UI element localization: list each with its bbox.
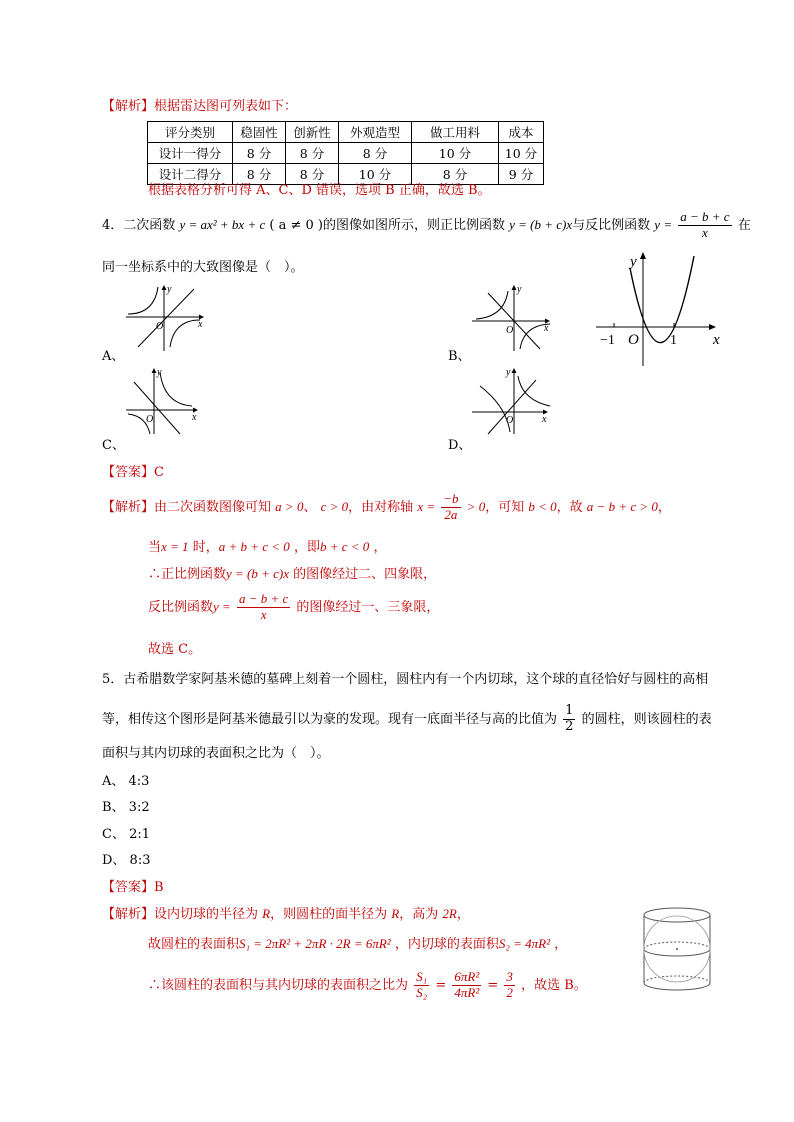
svg-text:−1: −1 <box>600 333 615 348</box>
option-d-label: D、 <box>448 438 472 453</box>
q5-option-d: D、 8:3 <box>102 853 151 868</box>
svg-text:O: O <box>146 414 154 425</box>
svg-text:y: y <box>167 284 172 295</box>
svg-text:x: x <box>713 332 720 348</box>
svg-text:O: O <box>628 332 639 348</box>
q5-solution-line2: 故圆柱的表面积S₁ = 2πR² + 2πR · 2R = 6πR² ，内切球的表面积S₂ = 4πR² ， <box>148 936 568 952</box>
q3-conclusion: 根据表格分析可得 A、C、D 错误，选项 B 正确，故选 B。 <box>148 183 491 198</box>
option-c-graph <box>124 366 208 436</box>
q5-solution-line3: ∴该圆柱的表面积与其内切球的表面积之比为 $\frac{\text{S₁}}{\text{S₂}}$ = $\frac{\text{6πR²}}{\text{4πR²}}$ = $\frac{3}{2}$ ，故选 B。 <box>148 969 587 1000</box>
cylinder-sphere-figure <box>638 904 716 996</box>
q4-solution-line3: ∴正比例函数y = (b + c)x 的图像经过二、四象限， <box>148 566 437 582</box>
svg-text:O: O <box>156 321 164 332</box>
option-b-graph <box>470 283 554 353</box>
q4-solution-line2: 当x = 1 时，a + b + c < 0 ，即b + c < 0 ， <box>148 539 387 555</box>
svg-text:O: O <box>506 325 514 336</box>
table-row: 设计一得分 8 分 8 分 8 分 10 分 10 分 <box>148 143 544 164</box>
q5-option-a: A、 4:3 <box>102 774 150 789</box>
q5-stem-line2: 等，相传这个图形是阿基米德最引以为豪的发现。现有一底面半径与高的比值为 $\frac{1}{2}$ 的圆柱，则该圆柱的表 <box>102 703 712 734</box>
svg-text:x: x <box>542 414 547 425</box>
option-a-label: A、 <box>102 349 125 364</box>
q5-option-b: B、 3:2 <box>102 800 150 815</box>
table-row: 设计二得分 8 分 8 分 10 分 8 分 9 分 <box>148 164 544 185</box>
table-header-row: 评分类别 稳固性 创新性 外观造型 做工用料 成本 <box>148 122 544 143</box>
option-d-graph <box>470 366 554 436</box>
q4-solution-line5: 故选 C。 <box>148 642 202 657</box>
q4-answer: 【答案】C <box>102 465 164 480</box>
q4-stem-line1: 4．二次函数 y = ax² + bx + c ( a ≠ 0 )的图像如图所示，则正比例函数 y = (b + c)x与反比例函数 y = $\frac{a - b + c}{x}$ 在 <box>102 209 751 240</box>
option-a-graph <box>124 283 208 353</box>
svg-text:y: y <box>506 367 511 378</box>
option-c-label: C、 <box>102 438 125 453</box>
svg-text:x: x <box>192 412 197 423</box>
svg-text:y: y <box>157 367 162 378</box>
svg-text:x: x <box>544 323 549 334</box>
inverse-fraction: $\frac{a - b + c}{x}$ <box>680 209 730 240</box>
score-table <box>147 121 544 185</box>
option-b-label: B、 <box>448 349 471 364</box>
svg-text:x: x <box>198 319 203 330</box>
svg-text:y: y <box>517 284 522 295</box>
q4-stem-line2: 同一坐标系中的大致图像是（ ）。 <box>102 260 304 275</box>
q4-solution-line1: 【解析】由二次函数图像可知 a > 0、 c > 0，由对称轴 x = $\frac{-b}{2a}$ > 0，可知 b < 0，故 a − b + c > 0， <box>102 491 671 522</box>
q3-analysis-intro: 【解析】根据雷达图可列表如下： <box>102 99 298 114</box>
q5-solution-line1: 【解析】设内切球的半径为 R，则圆柱的面半径为 R，高为 2R， <box>102 906 470 922</box>
q4-solution-line4: 反比例函数y = $\frac{a - b + c}{x}$ 的图像经过一、三象限， <box>148 591 440 622</box>
svg-text:1: 1 <box>670 333 677 348</box>
svg-text:O: O <box>506 415 514 426</box>
svg-text:y: y <box>630 254 637 270</box>
q5-stem-line1: 5．古希腊数学家阿基米德的墓碑上刻着一个圆柱，圆柱内有一个内切球，这个球的直径恰好与圆柱的高相 <box>102 672 709 687</box>
q5-stem-line3: 面积与其内切球的表面积之比为（ ）。 <box>102 746 330 761</box>
parabola-figure <box>590 248 730 370</box>
q5-option-c: C、 2:1 <box>102 827 151 842</box>
q5-answer: 【答案】B <box>102 880 164 895</box>
